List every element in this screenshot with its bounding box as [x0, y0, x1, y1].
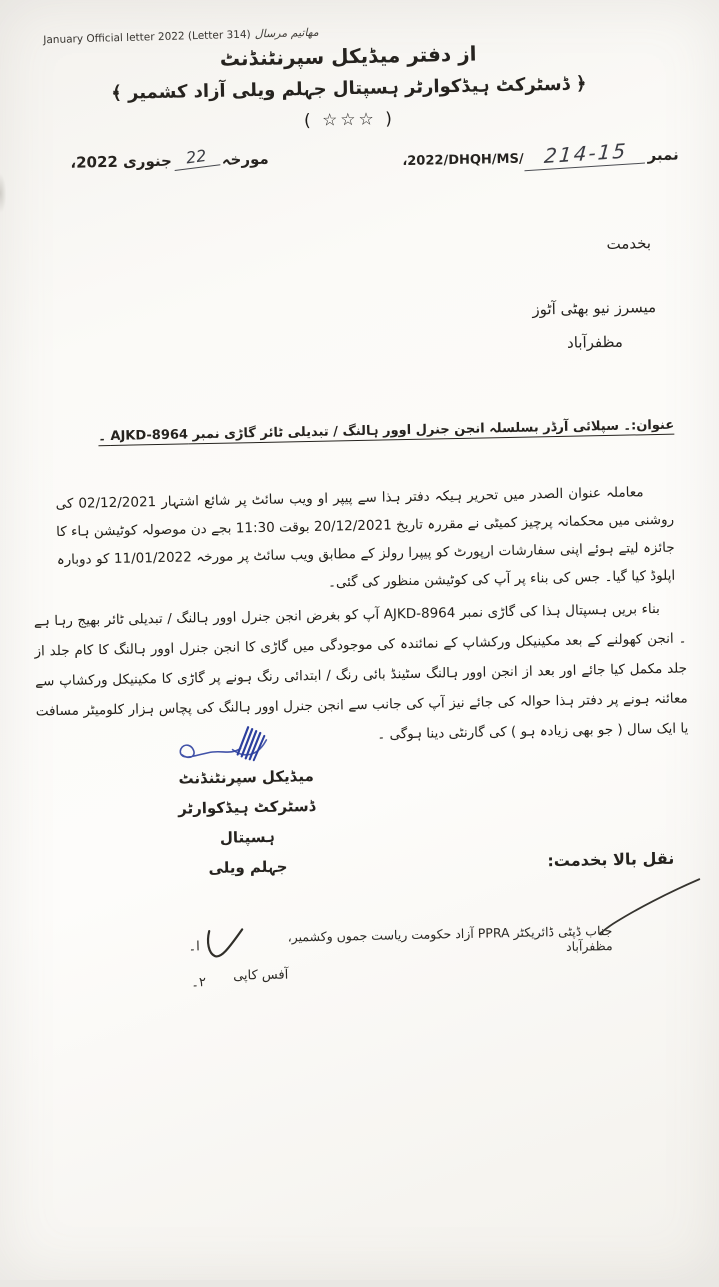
date-month-year: جنوری 2022،	[70, 151, 172, 172]
copy-item-1-text: جناب ڈپٹی ڈائریکٹر PPRA آزاد حکومت ریاست جموں وکشمیر، مظفرآباد	[287, 923, 613, 954]
top-annotation-printed: January Official letter 2022 (Letter 314)	[43, 28, 251, 47]
copy-item-2-number: ۲۔	[191, 975, 207, 991]
signatory-location: جہلم ویلی	[208, 857, 288, 878]
date-handwritten-day: 22	[172, 144, 220, 171]
signatory-block	[151, 760, 343, 884]
date-label: مورخہ	[221, 149, 269, 169]
letterhead-hospital-line: ﴿ ڈسٹرکٹ ہیڈکوارٹر ہسپتال جہلم ویلی آزاد کشمیر ﴾	[111, 73, 587, 104]
letterhead-office-line: از دفتر میڈیکل سپرنٹنڈنٹ	[219, 41, 477, 71]
top-annotation	[43, 26, 319, 46]
signatory-title: میڈیکل سپرنٹنڈنٹ	[178, 766, 314, 788]
copy-item-2-text: آفس کاپی	[232, 967, 289, 984]
copy-item-1-number: ا۔	[188, 939, 200, 955]
top-annotation-handwritten: مهاتیم مرسال	[254, 25, 319, 41]
handwritten-tick-mark	[200, 922, 247, 967]
recipient-salutation: بخدمت	[606, 234, 652, 253]
body-paragraph-2: بناء بریں ہسپتال ہذا کی گاڑی نمبر AJKD-8964 آپ کو بغرض انجن جنرل اوور ہالنگ / تبدیلی ٹائر بھیج رہا ہے ۔ انجن کھولنے کے بعد مکینیکل ورکشاپ کے نمائندہ کی موجودگی میں گاڑی کا انجن جنرل اوور ہالنگ کا کام جلد از جلد مکمل کیا جائے اور بعد از انجن اوور ہالنگ سٹینڈ بائی رنگ / ابتدائی رنگ ہونے پر گاڑی کا مکینیکل ورکشاپ سے معائنہ ہونے پر دفتر ہذا حوالہ کی جائے نیز آپ کی جانب سے انجن جنرل اوور ہالنگ کی پچاس ہزار کلومیٹر مسافت یا ایک سال ( جو بھی زیادہ ہو ) کی گارنٹی دینا ہوگی ۔	[33, 600, 689, 743]
reference-number-line	[386, 140, 678, 172]
signatory-office: ڈسٹرکٹ ہیڈکوارٹر ہسپتال	[177, 796, 316, 847]
recipient-name: میسرز نیو بھٹی آٹوز	[532, 297, 657, 319]
reference-label: نمبر	[647, 145, 679, 165]
reference-printed: ،2022/DHQH/MS/	[402, 151, 524, 170]
reference-handwritten-number: 214-15	[524, 138, 646, 172]
recipient-city: مظفرآباد	[566, 332, 624, 352]
recipient-block	[511, 290, 677, 361]
copies-heading: نقل بالا بخدمت:	[547, 848, 675, 871]
date-line	[49, 146, 269, 175]
body-paragraph-1: معاملہ عنوان الصدر میں تحریر ہیکہ دفتر ہذا سے پیپر او ویب سائٹ پر شائع اشتہار 02/12/2021 کی روشنی میں محکمانہ پرچیز کمیٹی نے مقررہ تاریخ 20/12/2021 بوقت 11:30 بجے دن موصولہ کوٹیشن ہاء کا جائزہ لیتے ہوئے اپنی سفارشات ارپورٹ کو پیپرا رولز کے مطابق ویب سائٹ پر مورخہ 11/01/2022 کو دوبارہ اپلوڈ کیا گیا۔ جس کی بناء پر آپ کی کوٹیشن منظور کی گئی۔	[55, 484, 676, 591]
letterhead-stars-line: ( ☆☆☆ )	[303, 109, 396, 132]
subject-line: عنوان:۔ سپلائی آرڈر بسلسلہ انجن جنرل اوور ہالنگ / تبدیلی ٹائر گاڑی نمبر AJKD-8964 ۔	[98, 417, 675, 445]
scan-smudge	[0, 173, 7, 213]
